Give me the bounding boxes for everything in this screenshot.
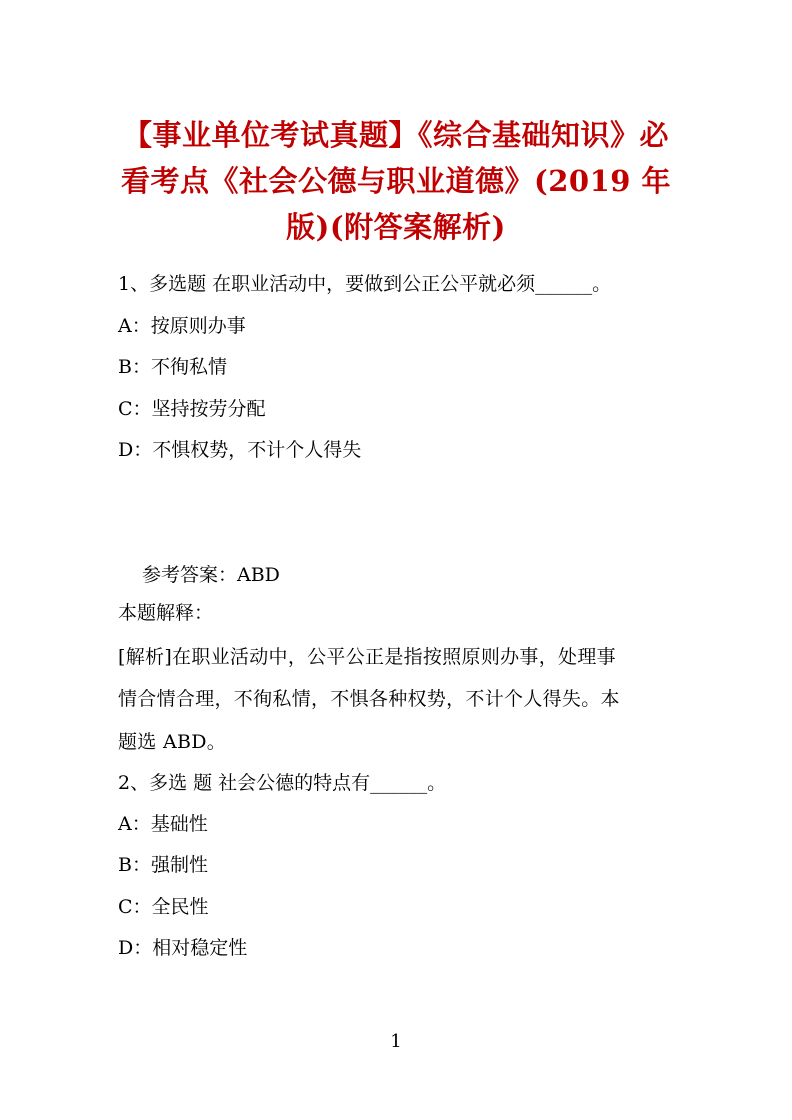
title-line: 【事业单位考试真题】《综合基础知识》必 xyxy=(122,118,669,152)
question-2-option-b: B：强制性 xyxy=(118,854,208,876)
question-2-stem: 2、多选 题 社会公德的特点有______。 xyxy=(118,772,447,794)
question-1-explanation-heading: 本题解释： xyxy=(118,602,214,624)
question-1-explanation-line: 题选 ABD。 xyxy=(118,731,227,753)
question-1-option-b: B：不徇私情 xyxy=(118,356,227,378)
title-line: 看考点《社会公德与职业道德》(2019 年 xyxy=(120,164,672,198)
question-2-option-c: C：全民性 xyxy=(118,896,209,918)
question-1-option-d: D：不惧权势，不计个人得失 xyxy=(118,439,362,461)
question-1-option-a: A：按原则办事 xyxy=(118,315,246,337)
question-2-option-d: D：相对稳定性 xyxy=(118,937,248,959)
question-1-explanation-line: [解析]在职业活动中，公平公正是指按照原则办事，处理事 xyxy=(118,646,616,668)
page-number: 1 xyxy=(390,1031,402,1052)
question-1-option-c: C：坚持按劳分配 xyxy=(118,398,266,420)
title-line: 版)(附答案解析) xyxy=(286,210,506,244)
question-2-option-a: A：基础性 xyxy=(118,813,208,835)
question-1-stem: 1、多选题 在职业活动中，要做到公正公平就必须______。 xyxy=(118,273,612,295)
document-title xyxy=(118,112,674,250)
question-1-explanation-line: 情合情合理，不徇私情，不惧各种权势，不计个人得失。本 xyxy=(118,688,620,710)
question-1-answer: 参考答案：ABD xyxy=(142,564,280,586)
